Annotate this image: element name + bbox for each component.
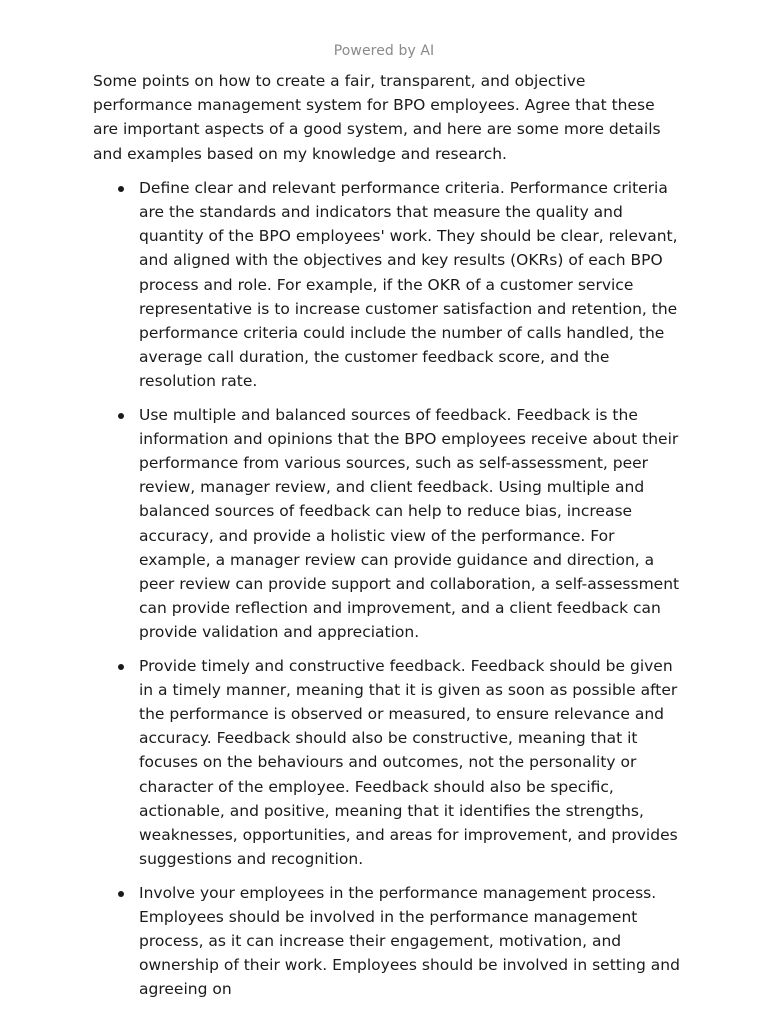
header-caption: Powered by AI	[333, 43, 435, 59]
list-item-text: Use multiple and balanced sources of feedback. Feedback is the information and opinions that the BPO employees receive about their performance from various sources, such as self-assessment, peer review, manager review, and client feedback. Using multiple and balanced sources of feedback can help to reduce bias, increase accuracy, and provide a holistic view of the performance. For example, a manager review can provide guidance and direction, a peer review can provide support and collaboration, a self-assessment can provide reflection and improvement, and a client feedback can provide validation and appreciation.	[139, 405, 680, 642]
bullet-icon	[118, 664, 124, 670]
list-item	[93, 654, 683, 872]
document-body	[93, 69, 683, 1011]
list-item-text: Define clear and relevant performance criteria. Performance criteria are the standards and indicators that measure the quality and quantity of the BPO employees' work. They should be clear, relevant, and aligned with the objectives and key results (OKRs) of each BPO process and role. For example, if the OKR of a customer service representative is to increase customer satisfaction and retention, the performance criteria could include the number of calls handled, the average call duration, the customer feedback score, and the resolution rate.	[139, 178, 678, 391]
bullet-icon	[118, 891, 124, 897]
intro-paragraph: Some points on how to create a fair, transparent, and objective performance management system for BPO employees. Agree that these are important aspects of a good system, and here are some more details and examples based on my knowledge and research.	[93, 72, 661, 163]
bullet-list	[93, 176, 683, 1002]
list-item-text: Involve your employees in the performance management process. Employees should be involved in the performance management process, as it can increase their engagement, motivation, and ownership of their work. Employees should be involved in setting and agreeing on	[139, 883, 680, 999]
list-item	[93, 403, 683, 645]
bullet-icon	[118, 186, 124, 192]
list-item-text: Provide timely and constructive feedback. Feedback should be given in a timely manner, meaning that it is given as soon as possible after the performance is observed or measured, to ensure relevance and accuracy. Feedback should also be constructive, meaning that it focuses on the behaviours and outcomes, not the personality or character of the employee. Feedback should also be specific, actionable, and positive, meaning that it identifies the strengths, weaknesses, opportunities, and areas for improvement, and provides suggestions and recognition.	[139, 656, 678, 869]
bullet-icon	[118, 413, 124, 419]
list-item	[93, 881, 683, 1002]
list-item	[93, 176, 683, 394]
